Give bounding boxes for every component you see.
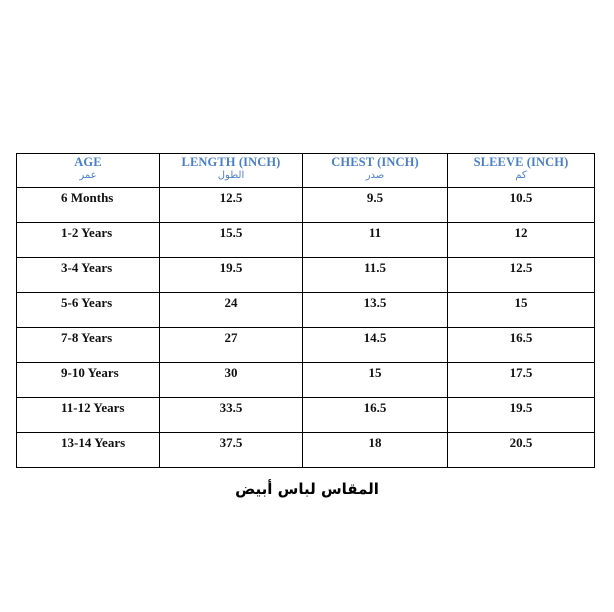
header-sleeve-ar: كم (515, 170, 527, 181)
table-row (17, 188, 595, 223)
chest-cell: 18 (303, 433, 448, 468)
age-cell: 11-12 Years (17, 398, 160, 433)
header-age-ar: عمر (79, 170, 97, 181)
sleeve-cell: 12 (448, 223, 595, 258)
age-cell: 3-4 Years (17, 258, 160, 293)
chest-cell: 13.5 (303, 293, 448, 328)
length-cell: 24 (160, 293, 303, 328)
header-age-en: AGE (74, 155, 102, 169)
table-row (17, 398, 595, 433)
header-length (160, 154, 303, 188)
chest-cell: 11.5 (303, 258, 448, 293)
length-cell: 30 (160, 363, 303, 398)
age-cell: 13-14 Years (17, 433, 160, 468)
length-cell: 12.5 (160, 188, 303, 223)
size-caption: المقاس لباس أبيض (235, 480, 379, 498)
table-row (17, 363, 595, 398)
age-cell: 1-2 Years (17, 223, 160, 258)
chest-cell: 14.5 (303, 328, 448, 363)
table-row (17, 433, 595, 468)
age-cell: 9-10 Years (17, 363, 160, 398)
table-row (17, 328, 595, 363)
length-cell: 15.5 (160, 223, 303, 258)
size-chart-table (16, 153, 595, 468)
table-row (17, 223, 595, 258)
chest-cell: 16.5 (303, 398, 448, 433)
table-header-row (17, 154, 595, 188)
header-length-en: LENGTH (INCH) (181, 155, 281, 169)
sleeve-cell: 10.5 (448, 188, 595, 223)
length-cell: 27 (160, 328, 303, 363)
sleeve-cell: 19.5 (448, 398, 595, 433)
length-cell: 19.5 (160, 258, 303, 293)
age-cell: 6 Months (17, 188, 160, 223)
length-cell: 33.5 (160, 398, 303, 433)
sleeve-cell: 20.5 (448, 433, 595, 468)
sleeve-cell: 15 (448, 293, 595, 328)
age-cell: 7-8 Years (17, 328, 160, 363)
header-sleeve (448, 154, 595, 188)
table-row (17, 293, 595, 328)
header-sleeve-en: SLEEVE (INCH) (473, 155, 569, 169)
header-chest-en: CHEST (INCH) (331, 155, 419, 169)
sleeve-cell: 17.5 (448, 363, 595, 398)
length-cell: 37.5 (160, 433, 303, 468)
header-age (17, 154, 160, 188)
chest-cell: 11 (303, 223, 448, 258)
sleeve-cell: 16.5 (448, 328, 595, 363)
age-cell: 5-6 Years (17, 293, 160, 328)
header-chest (303, 154, 448, 188)
header-chest-ar: صدر (365, 170, 385, 181)
table-row (17, 258, 595, 293)
sleeve-cell: 12.5 (448, 258, 595, 293)
chest-cell: 9.5 (303, 188, 448, 223)
chest-cell: 15 (303, 363, 448, 398)
header-length-ar: الطول (217, 170, 245, 181)
